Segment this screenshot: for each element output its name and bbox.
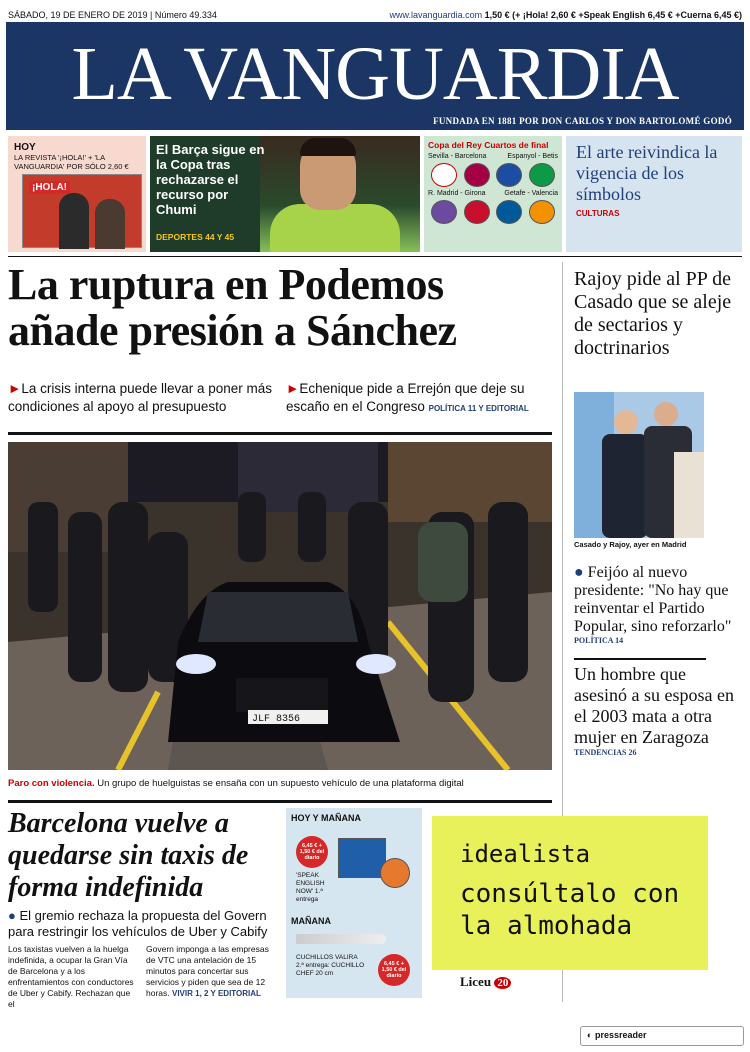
masthead [6, 22, 744, 130]
side-headline-2: Un hombre que asesinó a su esposa en el 2003 mata a otra mujer en Zaragoza [574, 664, 734, 747]
teaser-section: CULTURAS [576, 209, 620, 218]
cd-image [380, 858, 410, 888]
liceu-logo: Liceu 20 [460, 974, 511, 990]
bullet-icon: ● [574, 564, 584, 581]
newspaper-logo: LA VANGUARDIA [71, 32, 679, 116]
caption-lead: Paro con violencia. [8, 778, 95, 789]
arte-teaser[interactable] [566, 136, 742, 252]
taxi-subhead: El gremio rechaza la propuesta del Govern para restringir los vehículos de Uber y Cabify [8, 908, 268, 939]
side-photo [574, 392, 704, 538]
bullet-icon: ● [8, 908, 16, 923]
sevilla-crest-icon [431, 163, 457, 187]
body-col-1: Los taxistas vuelven a la huelga indefinida, a ocupar la Gran Vía de Barcelona y a los enfrentamientos con conductores de Uber y Cabify. Rechazan que el [8, 944, 134, 1009]
caption-text: Un grupo de huelguistas se ensaña con un supuesto vehículo de una plataforma digital [97, 778, 464, 789]
founded-line: FUNDADA EN 1881 POR DON CARLOS Y DON BARTOLOMÉ GODÓ [433, 116, 732, 126]
quote-text: Feijóo al nuevo presidente: "No hay que reinventar el Partido Popular, sino reforzarlo" [574, 564, 732, 635]
body-col-2: Govern imponga a las empresas de VTC una antelación de 15 minutos para concertar sus servicios y piden que sea de 12 horas. [146, 944, 269, 998]
promo-box[interactable] [286, 808, 422, 998]
triangle-bullet-icon: ► [8, 381, 22, 396]
subhead-1: La crisis interna puede llevar a poner más condiciones al apoyo al presupuesto [8, 381, 273, 414]
photo-caption [8, 778, 552, 789]
divider [574, 658, 706, 660]
knife-image [296, 934, 386, 944]
section-ref: VIVIR 1, 2 Y EDITORIAL [172, 989, 261, 998]
match-2: Espanyol - Betis [507, 153, 558, 160]
promo-title: HOY Y MAÑANA [291, 813, 362, 823]
divider [8, 256, 742, 257]
side-photo-caption-wrap [574, 540, 742, 549]
section-ref: TENDENCIAS 26 [574, 748, 637, 757]
teaser-text: LA REVISTA '¡HOLA!' + 'LA VANGUARDIA' POR SÓLO 2,60 € [14, 153, 129, 171]
copa-title: Copa del Rey Cuartos de final [428, 140, 549, 150]
taxi-headline: Barcelona vuelve a quedarse sin taxis de forma indefinida [8, 808, 249, 903]
side-story-rajoy[interactable] [574, 268, 742, 360]
side-photo-caption: Casado y Rajoy, ayer en Madrid [574, 540, 687, 549]
match-1: Sevilla - Barcelona [428, 153, 487, 160]
girona-crest-icon [464, 200, 490, 224]
section-ref: POLÍTICA 11 Y EDITORIAL [428, 404, 529, 413]
price-badge: 6,45 € + 1,50 € del diario [296, 836, 328, 868]
barcelona-crest-icon [464, 163, 490, 187]
date-issue: SÁBADO, 19 DE ENERO DE 2019 | Número 49.334 [8, 10, 217, 20]
match-4: Getafe - Valencia [504, 190, 558, 197]
ad-slogan: consúltalo con la almohada [460, 879, 680, 941]
site-url[interactable]: www.lavanguardia.com [389, 10, 483, 20]
side-story-zaragoza[interactable] [574, 664, 742, 757]
getafe-crest-icon [496, 200, 522, 224]
lead-story[interactable] [8, 262, 552, 354]
license-plate: JLF 8356 [252, 714, 301, 725]
ad-brand: idealista [460, 840, 591, 868]
real-madrid-crest-icon [431, 200, 457, 224]
divider [8, 800, 552, 803]
espanyol-crest-icon [496, 163, 522, 187]
teaser-headline: El Barça sigue en la Copa tras rechazarse el recurso por Chumi [156, 142, 265, 217]
pressreader-badge[interactable] [580, 1026, 744, 1046]
betis-crest-icon [529, 163, 555, 187]
barca-teaser[interactable] [150, 136, 420, 252]
subhead-2: Echenique pide a Errejón que deje su escaño en el Congreso [286, 381, 525, 414]
divider [8, 432, 552, 435]
match-3: R. Madrid - Girona [428, 190, 486, 197]
valencia-crest-icon [529, 200, 555, 224]
side-headline: Rajoy pide al PP de Casado que se aleje de sectarios y doctrinarios [574, 268, 732, 359]
idealista-ad[interactable] [432, 816, 708, 970]
pressreader-icon: ◐ [587, 1030, 593, 1040]
teaser-section: DEPORTES 44 Y 45 [156, 232, 235, 242]
promo-title-2: MAÑANA [291, 916, 331, 926]
main-photo [8, 442, 552, 770]
hola-teaser[interactable] [8, 136, 146, 252]
triangle-bullet-icon: ► [286, 381, 300, 396]
section-ref: POLÍTICA 14 [574, 636, 624, 645]
magazine-cover-image [22, 174, 142, 248]
teaser-headline: El arte reivindica la vigencia de los símbolos [576, 142, 718, 204]
promo-item-2: CUCHILLOS VALIRA 2.ª entrega: CUCHILLO CHEF 20 cm [296, 954, 365, 977]
hola-badge: ¡HOLA! [29, 181, 70, 194]
teaser-label: HOY [14, 142, 36, 153]
taxi-story[interactable] [8, 808, 276, 940]
pressreader-label: pressreader [594, 1030, 647, 1040]
taxi-body [8, 944, 276, 1010]
copa-teaser[interactable] [424, 136, 562, 252]
top-bar [8, 8, 742, 22]
lead-subheads [8, 380, 552, 418]
player-image [270, 204, 400, 252]
book-image [338, 838, 386, 878]
side-quote[interactable] [574, 564, 742, 645]
promo-item-1: 'SPEAK ENGLISH NOW' 1.ª entrega [296, 872, 325, 903]
lead-headline: La ruptura en Podemos añade presión a Sánchez [8, 260, 457, 355]
prices: 1,50 € (+ ¡Hola! 2,60 € +Speak English 6,45 € +Cuerna 6,45 €) [484, 10, 742, 20]
price-badge-2: 6,45 € + 1,50 € del diario [378, 954, 410, 986]
